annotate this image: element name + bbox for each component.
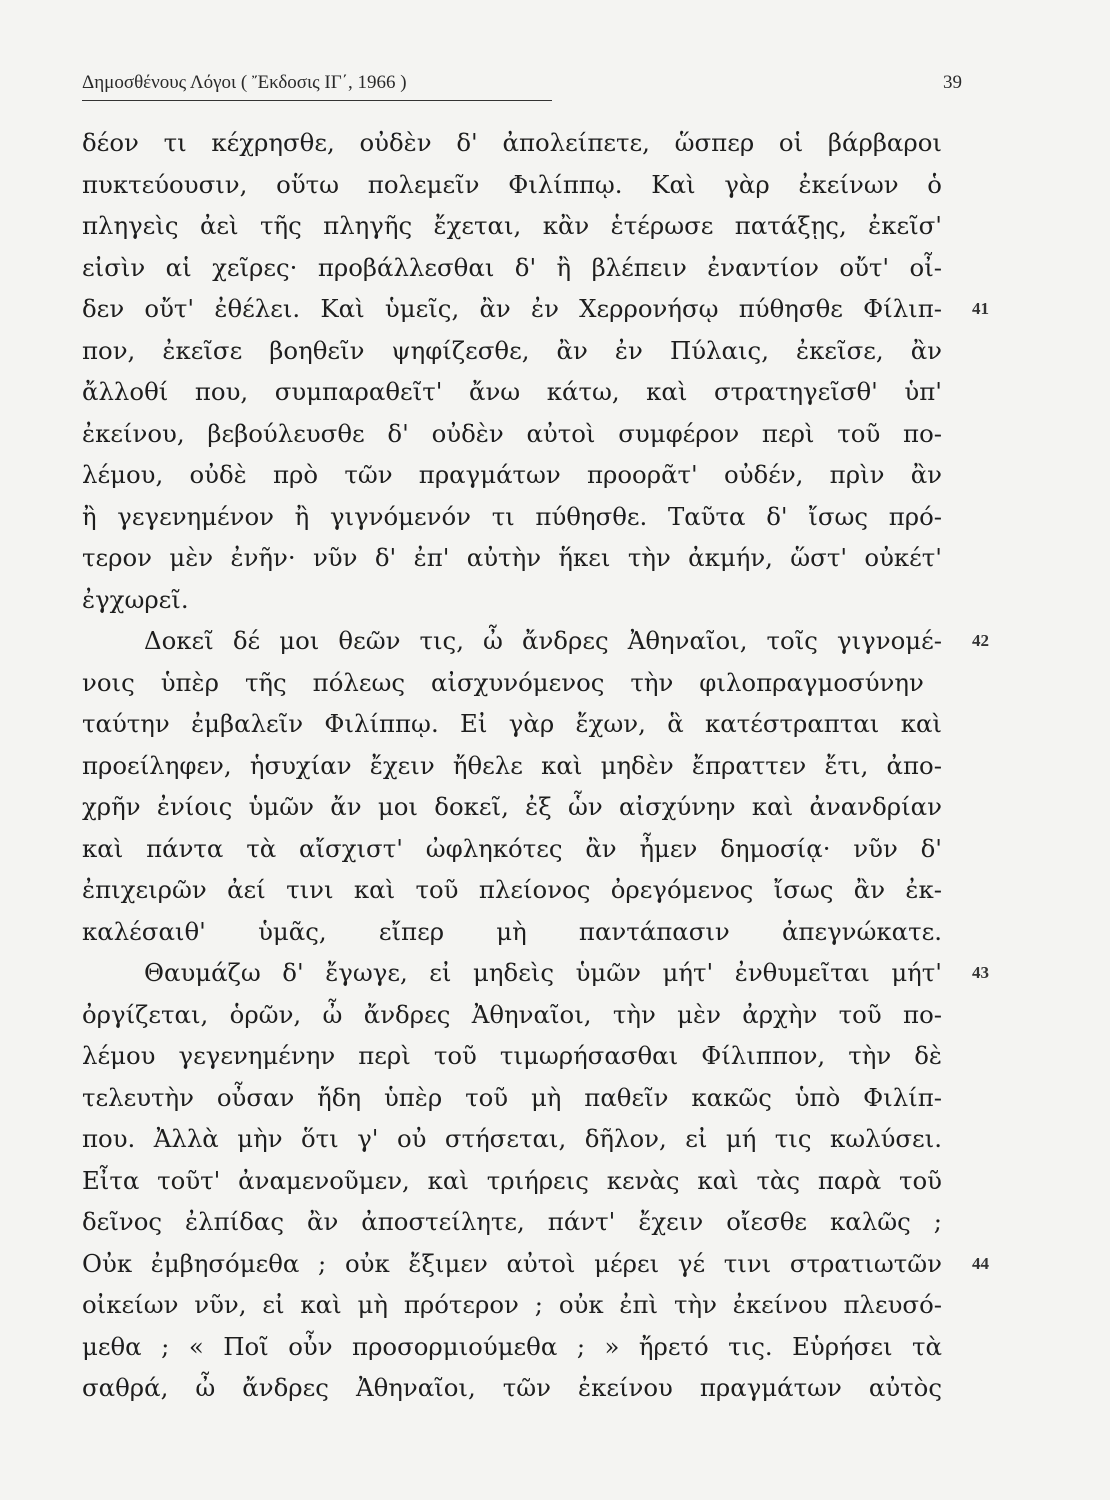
running-title: Δημοσθένους Λόγοι ( Ἔκδοσις ΙΓ΄, 1966 ): [82, 72, 407, 93]
line-text: ἄλλοθί που, συμπαραθεῖτ' ἄνω κάτω, καὶ στρατηγεῖσθ' ὑπ': [82, 377, 942, 406]
line-text: δεῖνος ἐλπίδας ἂν ἀποστείλητε, πάντ' ἔχειν οἴεσθε καλῶς ;: [82, 1207, 942, 1236]
section-number: 43: [972, 963, 989, 982]
text-line: [82, 869, 962, 911]
line-text: που. Ἀλλὰ μὴν ὅτι γ' οὐ στήσεται, δῆλον, εἰ μή τις κωλύσει.: [82, 1124, 942, 1153]
line-text: δεν οὔτ' ἐθέλει. Καὶ ὑμεῖς, ἂν ἐν Χερρονήσῳ πύθησθε Φίλιπ-: [82, 294, 942, 323]
line-text: ὀργίζεται, ὁρῶν, ὦ ἄνδρες Ἀθηναῖοι, τὴν μὲν ἀρχὴν τοῦ πο-: [82, 999, 942, 1029]
line-text: ἢ γεγενημένον ἢ γιγνόμενόν τι πύθησθε. Ταῦτα δ' ἴσως πρό-: [82, 501, 942, 531]
line-text: τερον μὲν ἐνῆν· νῦν δ' ἐπ' αὐτὴν ἥκει τὴν ἀκμήν, ὥστ' οὐκέτ': [82, 543, 942, 572]
text-line: [82, 1118, 962, 1160]
text-line: [82, 330, 962, 372]
section-number: 42: [972, 631, 989, 650]
text-line: [82, 828, 962, 870]
line-text: πληγεὶς ἀεὶ τῆς πληγῆς ἔχεται, κἂν ἑτέρωσε πατάξῃς, ἐκεῖσ': [82, 211, 942, 240]
section-number: 41: [972, 299, 989, 318]
text-line: [82, 1160, 962, 1202]
text-line: [82, 911, 962, 953]
line-text: πυκτεύουσιν, οὕτω πολεμεῖν Φιλίππῳ. Καὶ γὰρ ἐκείνων ὁ: [82, 169, 942, 199]
text-line: [82, 537, 962, 579]
text-line: [82, 1367, 962, 1409]
text-line: [82, 745, 962, 787]
text-line: [82, 1201, 962, 1243]
line-text: εἰσὶν αἱ χεῖρες· προβάλλεσθαι δ' ἢ βλέπειν ἐναντίον οὔτ' οἶ-: [82, 252, 942, 282]
line-text: καὶ πάντα τὰ αἴσχιστ' ὠφληκότες ἂν ἦμεν δημοσίᾳ· νῦν δ': [82, 833, 942, 863]
text-line: [82, 454, 962, 496]
line-text: ἐγχωρεῖ.: [82, 584, 189, 614]
text-line: [82, 994, 962, 1036]
header-rule: [82, 100, 552, 101]
text-line: [82, 579, 962, 621]
text-line: [82, 122, 962, 164]
text-line: [82, 413, 962, 455]
line-text: πον, ἐκεῖσε βοηθεῖν ψηφίζεσθε, ἂν ἐν Πύλαις, ἐκεῖσε, ἂν: [82, 335, 942, 365]
line-text: Εἶτα τοῦτ' ἀναμενοῦμεν, καὶ τριήρεις κενὰς καὶ τὰς παρὰ τοῦ: [82, 1165, 942, 1195]
text-line: [82, 247, 962, 289]
line-text: προείληφεν, ἡσυχίαν ἔχειν ἤθελε καὶ μηδὲν ἔπραττεν ἔτι, ἀπο-: [82, 750, 942, 780]
line-text: τελευτὴν οὖσαν ἤδη ὑπὲρ τοῦ μὴ παθεῖν κακῶς ὑπὸ Φιλίπ-: [82, 1082, 942, 1112]
line-text: Δοκεῖ δέ μοι θεῶν τις, ὦ ἄνδρες Ἀθηναῖοι, τοῖς γιγνομέ-: [144, 626, 942, 655]
text-line: [82, 786, 962, 828]
line-text: ταύτην ἐμβαλεῖν Φιλίππῳ. Εἰ γὰρ ἔχων, ἃ κατέστραπται καὶ: [82, 709, 942, 738]
text-line: [82, 205, 962, 247]
line-text: δέον τι κέχρησθε, οὐδὲν δ' ἀπολείπετε, ὥσπερ οἱ βάρβαροι: [82, 128, 942, 157]
line-text: ἐπιχειρῶν ἀεί τινι καὶ τοῦ πλείονος ὀρεγόμενος ἴσως ἂν ἐκ-: [82, 875, 942, 904]
line-text: νοις ὑπὲρ τῆς πόλεως αἰσχυνόμενος τὴν φιλοπραγμοσύνην: [82, 667, 924, 697]
line-text: Θαυμάζω δ' ἔγωγε, εἰ μηδεὶς ὑμῶν μήτ' ἐνθυμεῖται μήτ': [144, 958, 942, 987]
line-text: λέμου, οὐδὲ πρὸ τῶν πραγμάτων προορᾶτ' οὐδέν, πρὶν ἂν: [82, 460, 942, 489]
body-text: [82, 122, 989, 1409]
text-line: [82, 1284, 962, 1326]
section-number: 44: [972, 1253, 989, 1273]
text-line: [82, 662, 962, 704]
line-text: ἐκείνου, βεβούλευσθε δ' οὐδὲν αὐτοὶ συμφέρον περὶ τοῦ πο-: [82, 418, 942, 448]
line-text: καλέσαιθ' ὑμᾶς, εἴπερ μὴ παντάπασιν ἀπεγνώκατε.: [82, 916, 942, 946]
text-line: [82, 703, 962, 745]
text-line: [82, 1243, 989, 1285]
text-line: [82, 1077, 962, 1119]
line-text: Οὐκ ἐμβησόμεθα ; οὐκ ἔξιμεν αὐτοὶ μέρει γέ τινι στρατιωτῶν: [82, 1248, 942, 1278]
text-line: [82, 496, 962, 538]
line-text: λέμου γεγενημένην περὶ τοῦ τιμωρήσασθαι Φίλιππον, τὴν δὲ: [82, 1041, 942, 1070]
text-line: [82, 620, 989, 662]
line-text: οἰκείων νῦν, εἰ καὶ μὴ πρότερον ; οὐκ ἐπὶ τὴν ἐκείνου πλευσό-: [82, 1290, 942, 1319]
line-text: μεθα ; « Ποῖ οὖν προσορμιούμεθα ; » ἤρετό τις. Εὑρήσει τὰ: [82, 1331, 942, 1361]
text-line: [82, 1035, 962, 1077]
text-line: [82, 371, 962, 413]
line-text: σαθρά, ὦ ἄνδρες Ἀθηναῖοι, τῶν ἐκείνου πραγμάτων αὐτὸς: [82, 1373, 942, 1402]
line-text: χρῆν ἐνίοις ὑμῶν ἄν μοι δοκεῖ, ἐξ ὧν αἰσχύνην καὶ ἀνανδρίαν: [82, 792, 942, 821]
text-line: [82, 952, 989, 994]
text-line: [82, 288, 989, 330]
text-line: [82, 1326, 962, 1368]
page-number: 39: [943, 72, 962, 93]
text-line: [82, 164, 962, 206]
